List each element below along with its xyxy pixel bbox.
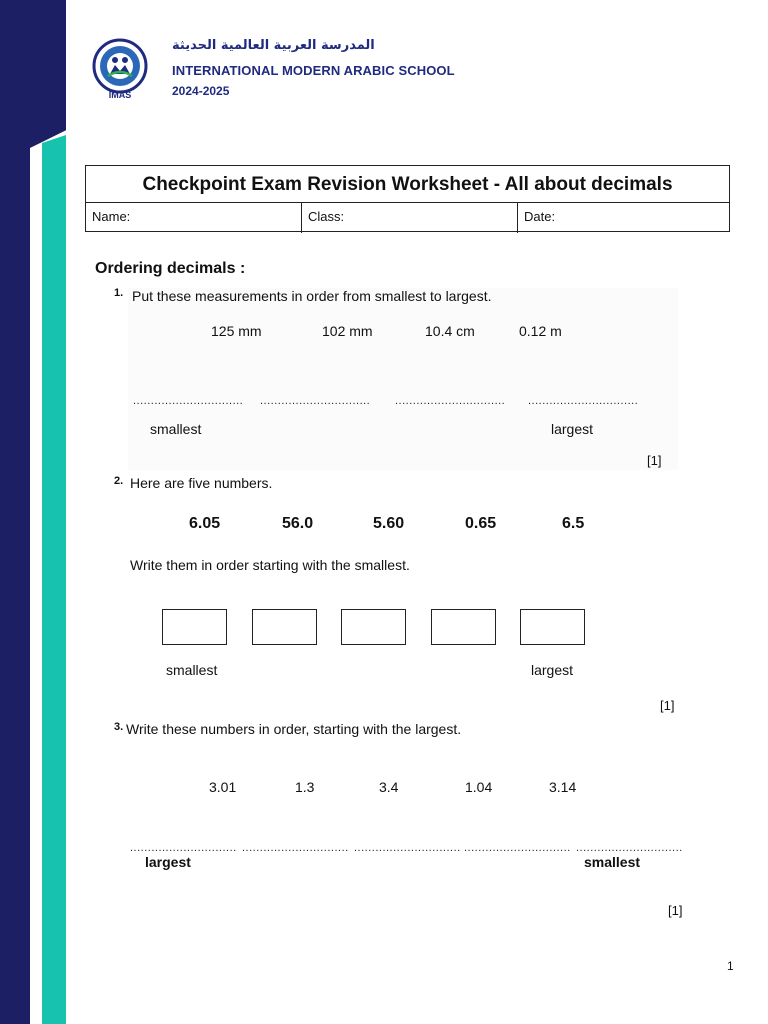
page-number: 1 [727,959,734,973]
q2-number-item: 6.5 [562,515,585,532]
q1-marks: [1] [647,453,662,468]
q2-answer-box[interactable] [252,609,317,645]
q2-answer-box[interactable] [431,609,496,645]
section-title: Ordering decimals : [95,260,246,277]
date-field[interactable]: Date: [524,209,556,224]
school-name-english: INTERNATIONAL MODERN ARABIC SCHOOL [172,63,455,78]
q2-number-item: 5.60 [373,515,405,532]
q3-number-item: 3.01 [209,779,237,795]
side-band-navy [0,0,30,1024]
q3-text: Write these numbers in order, starting with the largest. [126,721,462,737]
q3-answer-blank[interactable]: .............................. [576,842,683,854]
q3-number-item: 1.04 [465,779,493,795]
name-field[interactable]: Name: [86,203,302,233]
q3-number: 3. [114,721,124,733]
q3-number-item: 3.14 [549,779,577,795]
q3-answer-blank[interactable]: .............................. [242,842,349,854]
q3-smallest-label: smallest [584,854,641,870]
q1-answer-blank[interactable]: ............................... [260,395,371,407]
q3-answer-blank[interactable]: .............................. [464,842,571,854]
q3-answer-blank[interactable]: .............................. [354,842,461,854]
q2-smallest-label: smallest [166,662,218,678]
q3-answer-blank[interactable]: .............................. [130,842,237,854]
svg-text:IMAS: IMAS [108,90,132,100]
q2-number: 2. [114,475,124,487]
q2-largest-label: largest [531,662,574,678]
q2-number-item: 0.65 [465,515,497,532]
worksheet-title: Checkpoint Exam Revision Worksheet - All about decimals [142,174,673,195]
class-field[interactable]: Class: [302,203,518,233]
q3-largest-label: largest [145,854,191,870]
q1-item: 125 mm [211,323,262,339]
q1-item: 102 mm [322,323,373,339]
q2-answer-box[interactable] [162,609,227,645]
q3-marks: [1] [668,903,683,918]
q1-number: 1. [114,287,124,299]
q2-number-item: 6.05 [189,515,221,532]
q1-smallest-label: smallest [150,421,202,437]
q3-number-item: 1.3 [295,779,315,795]
title-table [85,165,730,232]
student-info-row [86,202,729,233]
school-name-arabic: المدرسة العربية العالمية الحديثة [172,38,375,53]
q1-largest-label: largest [551,421,594,437]
q1-item: 10.4 cm [425,323,475,339]
q1-text: Put these measurements in order from smallest to largest. [132,288,492,304]
q1-item: 0.12 m [519,323,562,339]
q2-text: Here are five numbers. [130,475,273,491]
q2-number-item: 56.0 [282,515,314,532]
school-year: 2024-2025 [172,84,230,98]
q1-answer-blank[interactable]: ............................... [133,395,244,407]
q2-answer-box[interactable] [341,609,406,645]
q1-answer-blank[interactable]: ............................... [395,395,506,407]
q2-marks: [1] [660,698,675,713]
q3-number-item: 3.4 [379,779,399,795]
q2-answer-box[interactable] [520,609,585,645]
side-band-navy-top [30,0,66,148]
side-band-teal [42,135,66,1024]
school-logo [84,38,156,100]
q1-panel [128,288,678,470]
q1-answer-blank[interactable]: ............................... [528,395,639,407]
q2-instruction: Write them in order starting with the smallest. [130,557,410,573]
